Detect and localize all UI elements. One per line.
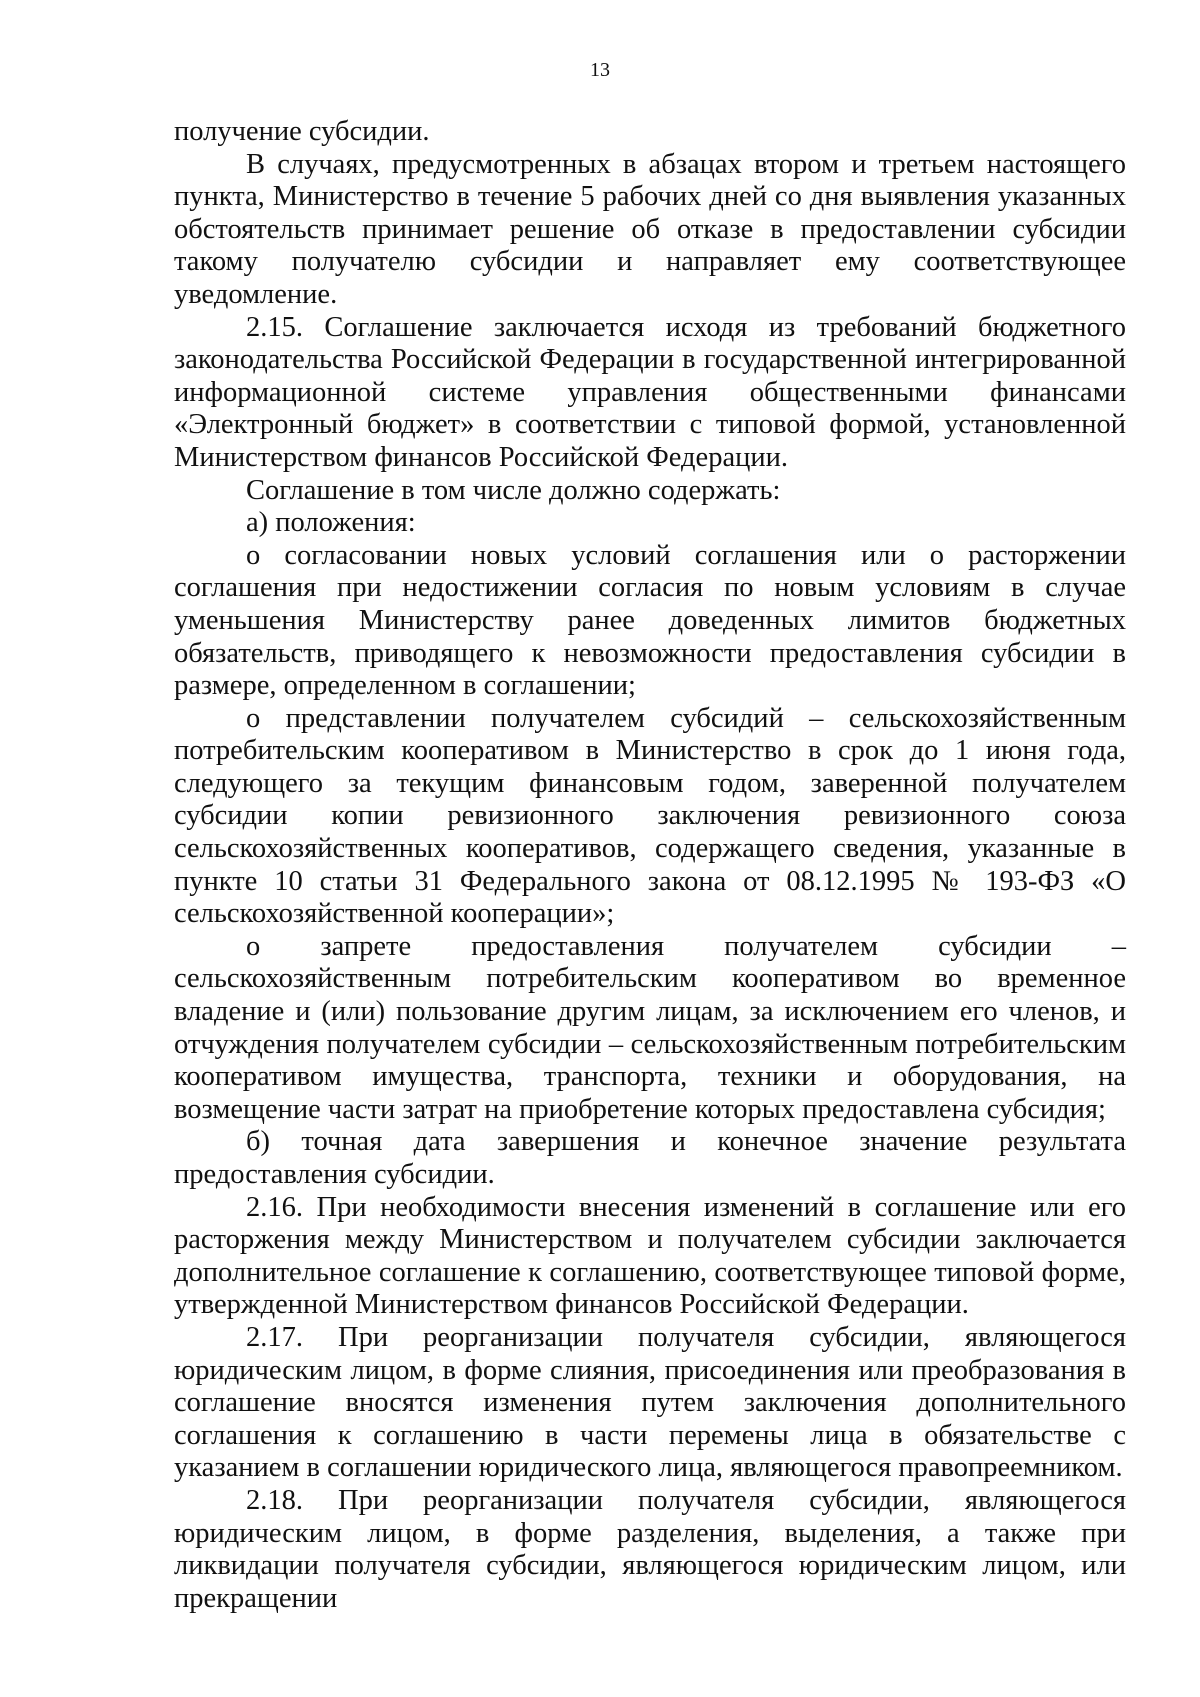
paragraph-agreement-contents: Соглашение в том числе должно содержать: (246, 474, 781, 506)
paragraph-2-16: 2.16. При необходимости внесения изменений в соглашение или его расторжения между Министерством и получателем субсидии заключается дополнительное соглашение к соглашению, соответствующее типовой форме, утвержденной Министерством финансов Российской Федерации. (174, 1191, 1126, 1321)
paragraph-refusal-notice: В случаях, предусмотренных в абзацах втором и третьем настоящего пункта, Министерство в течение 5 рабочих дней со дня выявления указанных обстоятельств принимает решение об отказе в предоставлении субсидии такому получателю субсидии и направляет ему соответствующее уведомление. (174, 148, 1126, 310)
paragraph-item-b: б) точная дата завершения и конечное значение результата предоставления субсидии. (174, 1126, 1126, 1190)
page-number: 13 (590, 59, 610, 81)
paragraph-new-conditions: о согласовании новых условий соглашения или о расторжении соглашения при недостижении согласия по новым условиям в случае уменьшения Министерству ранее доведенных лимитов бюджетных обязательств, приводящего к невозможности предоставления субсидии в размере, определенном в соглашении; (174, 539, 1126, 702)
paragraph-2-15: 2.15. Соглашение заключается исходя из требований бюджетного законодательства Российской Федерации в государственной интегрированной информационной системе управления общественными финансами «Электронный бюджет» в соответствии с типовой формой, установленной Министерством финансов Российской Федерации. (174, 311, 1126, 473)
document-body (174, 116, 1126, 1615)
paragraph-item-a: а) положения: (246, 507, 416, 539)
paragraph-audit-report: о представлении получателем субсидий – сельскохозяйственным потребительским кооперативом в Министерство в срок до 1 июня года, следующего за текущим финансовым годом, заверенной получателем субсидии копии ревизионного заключения ревизионного союза сельскохозяйственных кооперативов, содержащего сведения, указанные в пункте 10 статьи 31 Федерального закона от 08.12.1995 № 193-ФЗ «О сельскохозяйственной кооперации»; (174, 702, 1126, 930)
paragraph-alienation-ban: о запрете предоставления получателем субсидии – сельскохозяйственным потребительским кооперативом во временное владение и (или) пользование другим лицам, за исключением его членов, и отчуждения получателем субсидии – сельскохозяйственным потребительским кооперативом имущества, транспорта, техники и оборудования, на возмещение части затрат на приобретение которых предоставлена субсидия; (174, 930, 1126, 1125)
paragraph-continuation: получение субсидии. (174, 116, 430, 147)
paragraph-2-17: 2.17. При реорганизации получателя субсидии, являющегося юридическим лицом, в форме слияния, присоединения или преобразования в соглашение вносятся изменения путем заключения дополнительного соглашения к соглашению в части перемены лица в обязательстве с указанием в соглашении юридического лица, являющегося правопреемником. (174, 1321, 1126, 1484)
paragraph-2-18: 2.18. При реорганизации получателя субсидии, являющегося юридическим лицом, в форме разделения, выделения, а также при ликвидации получателя субсидии, являющегося юридическим лицом, или прекращении (174, 1484, 1126, 1614)
